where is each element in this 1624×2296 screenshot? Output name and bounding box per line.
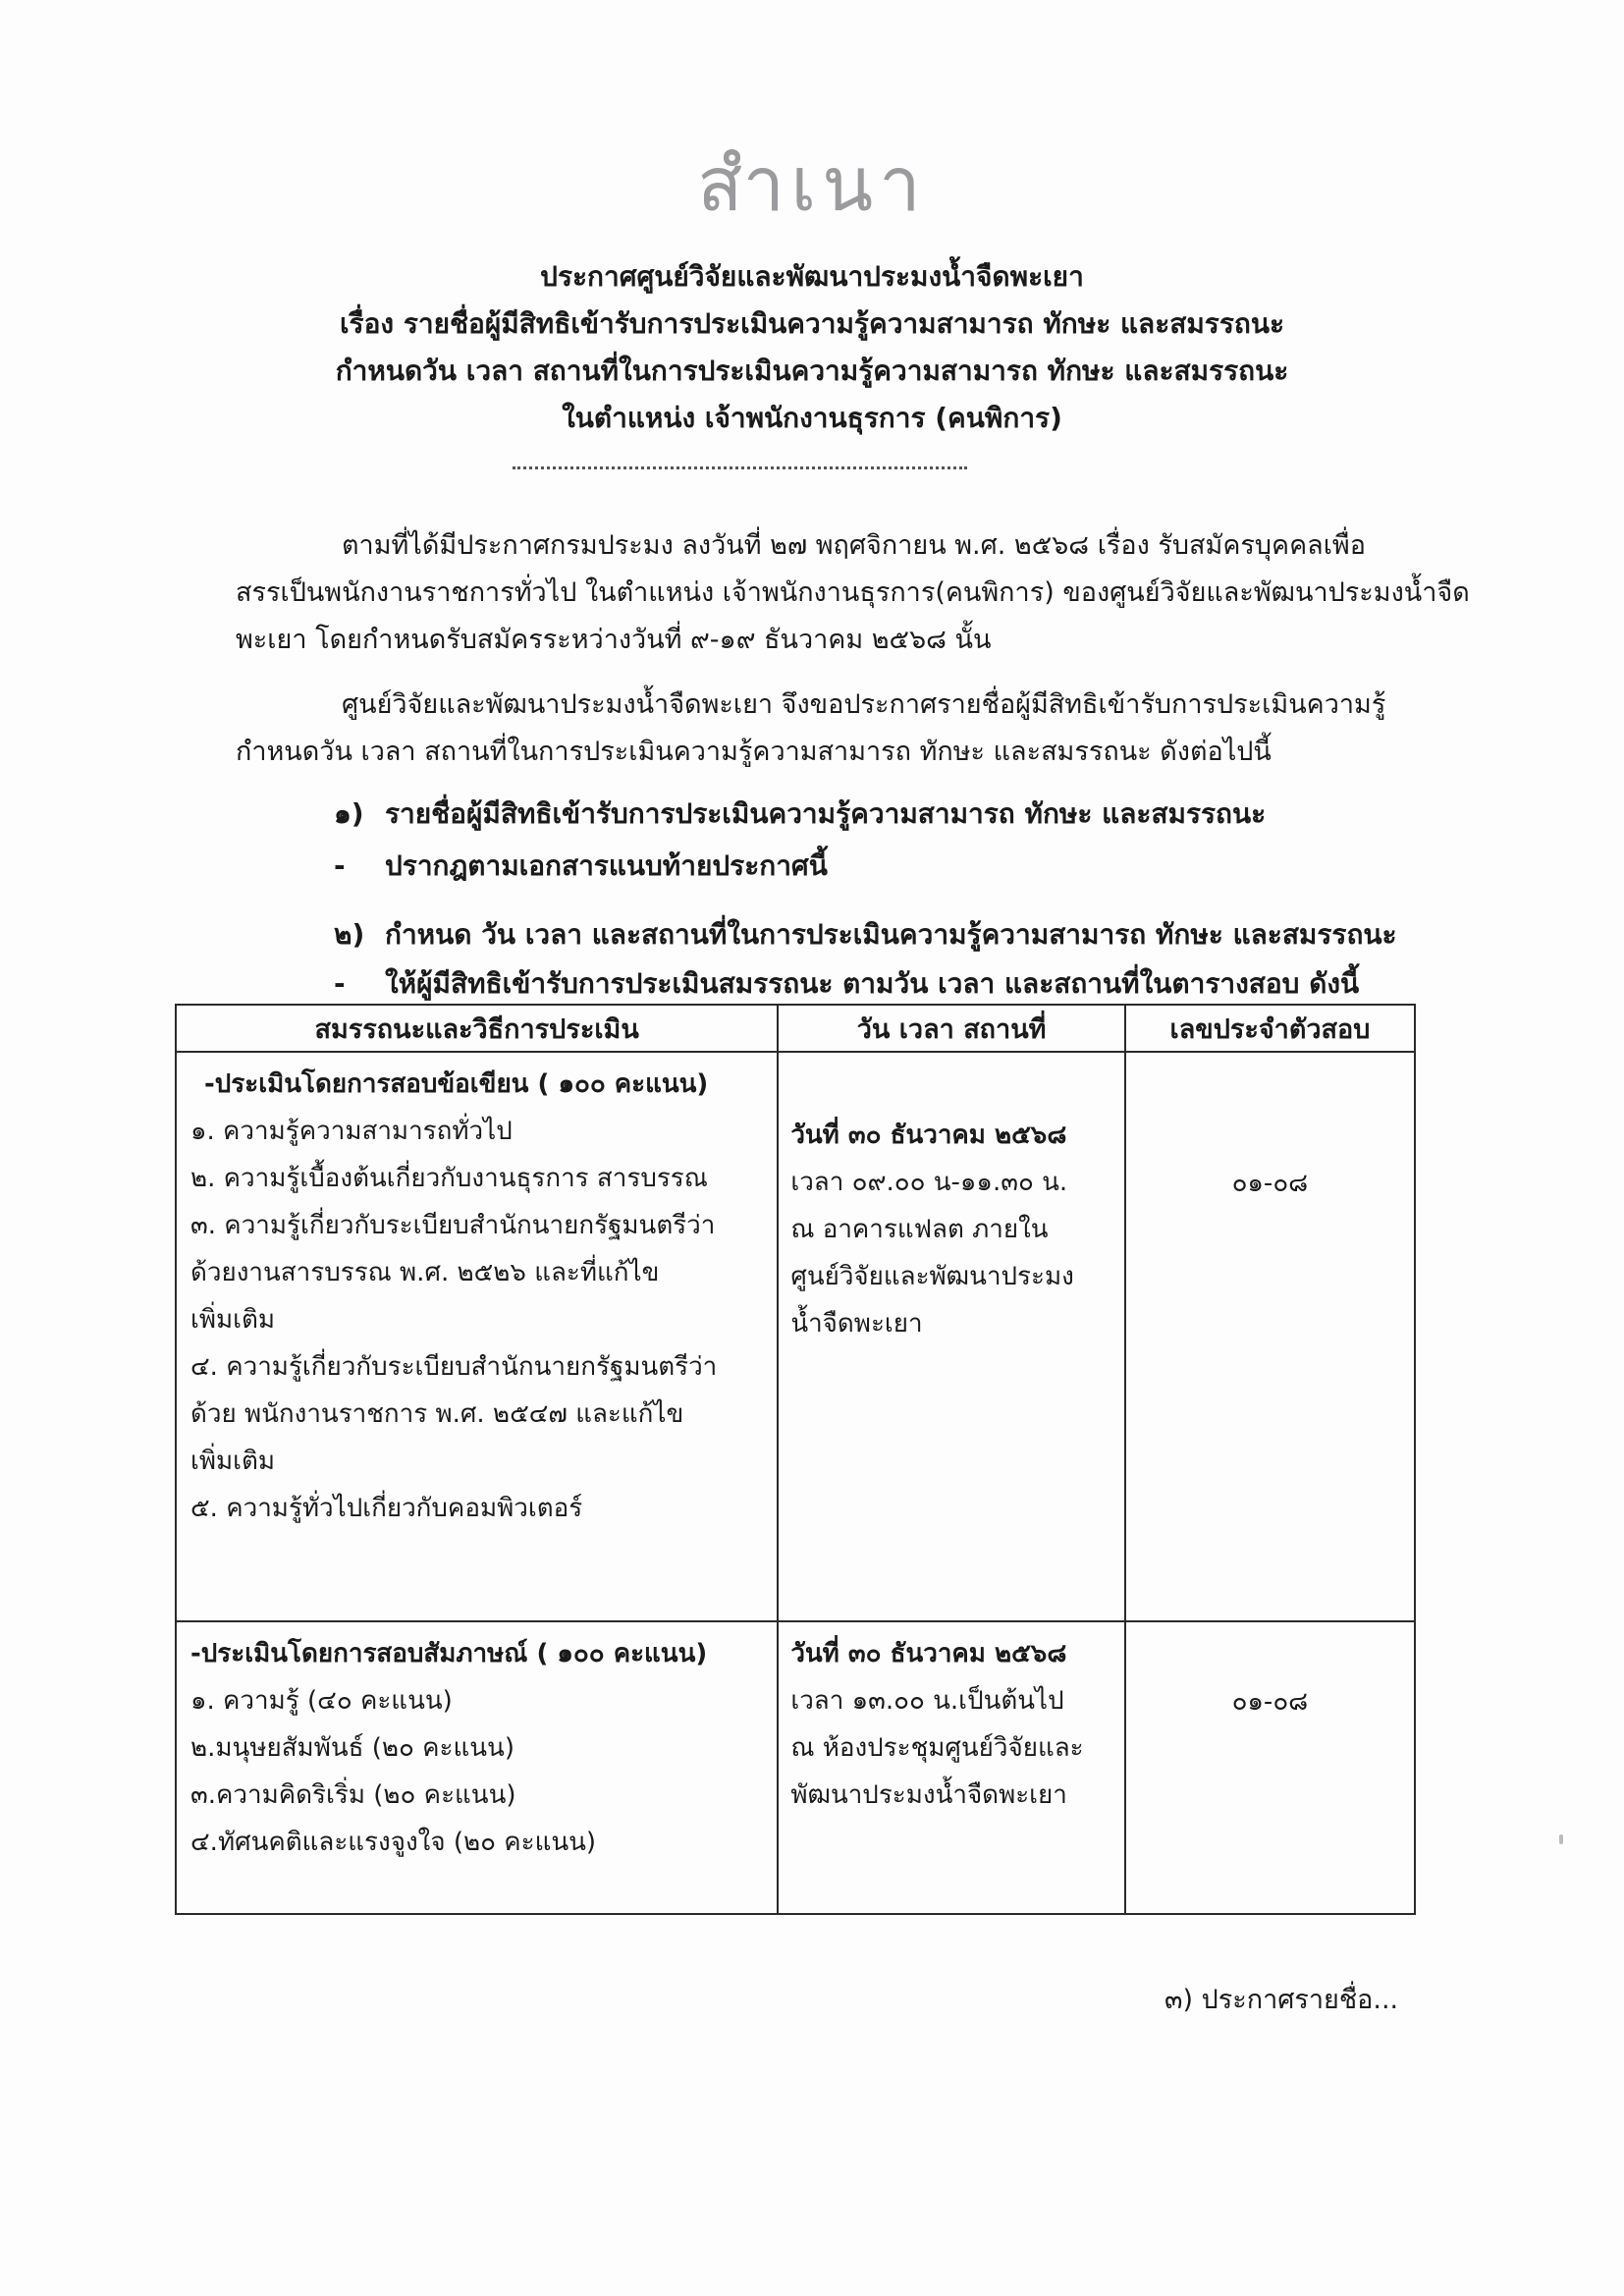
method-line: ๒.มนุษยสัมพันธ์ (๒๐ คะแนน)	[190, 1733, 514, 1763]
item-number: ๒)	[334, 918, 365, 951]
paragraph-line: พะเยา โดยกำหนดรับสมัครระหว่างวันที่ ๙-๑๙ ธันวาคม ๒๕๖๘ นั้น	[236, 625, 992, 655]
method-title: -ประเมินโดยการสอบสัมภาษณ์ ( ๑๐๐ คะแนน)	[190, 1639, 708, 1668]
method-title: -ประเมินโดยการสอบข้อเขียน ( ๑๐๐ คะแนน)	[204, 1069, 709, 1099]
scan-speck	[1559, 1834, 1563, 1844]
item-number: ๑)	[334, 797, 364, 830]
column-header-datetime-place: วัน เวลา สถานที่	[778, 1005, 1125, 1052]
item-detail: ให้ผู้มีสิทธิเข้ารับการประเมินสมรรถนะ ตามวัน เวลา และสถานที่ในตารางสอบ ดังนี้	[385, 967, 1360, 1000]
exam-date: วันที่ ๓๐ ธันวาคม ๒๕๖๘	[790, 1639, 1067, 1668]
method-cell	[176, 1052, 778, 1621]
paragraph-line: ศูนย์วิจัยและพัฒนาประมงน้ำจืดพะเยา จึงขอประกาศรายชื่อผู้มีสิทธิเข้ารับการประเมินความรู้	[342, 689, 1386, 720]
paragraph-announcement	[236, 682, 1424, 776]
announcement-subject-line-2: กำหนดวัน เวลา สถานที่ในการประเมินความรู้ความสามารถ ทักษะ และสมรรถนะ	[335, 355, 1289, 387]
exam-schedule-table	[175, 1004, 1416, 1915]
exam-id-range: ๐๑-๐๘	[1231, 1169, 1309, 1198]
bullet-dash: -	[334, 967, 346, 1000]
announcement-title: ประกาศศูนย์วิจัยและพัฒนาประมงน้ำจืดพะเยา	[540, 260, 1084, 293]
announcement-subject: เรื่อง รายชื่อผู้มีสิทธิเข้ารับการประเมินความรู้ความสามารถ ทักษะ และสมรรถนะ	[339, 307, 1284, 340]
exam-id-cell	[1125, 1052, 1415, 1621]
place-line: ศูนย์วิจัยและพัฒนาประมง	[790, 1262, 1074, 1291]
paragraph-reference	[236, 522, 1470, 664]
method-line: เพิ่มเติม	[190, 1305, 276, 1335]
method-line: ๓.ความคิดริเริ่ม (๒๐ คะแนน)	[190, 1780, 516, 1810]
bullet-dash: -	[334, 849, 346, 882]
exam-date: วันที่ ๓๐ ธันวาคม ๒๕๖๘	[790, 1121, 1067, 1150]
method-line: ๕. ความรู้ทั่วไปเกี่ยวกับคอมพิวเตอร์	[190, 1494, 583, 1523]
paragraph-line: สรรเป็นพนักงานราชการทั่วไป ในตำแหน่ง เจ้าพนักงานธุรการ(คนพิการ) ของศูนย์วิจัยและพัฒนาประมงน้ำจืด	[236, 577, 1470, 608]
place-line: ณ อาคารแฟลต ภายใน	[790, 1215, 1049, 1244]
item-1-detail	[334, 843, 828, 890]
method-line: ด้วย พนักงานราชการ พ.ศ. ๒๕๔๗ และแก้ไข	[190, 1399, 684, 1429]
table-header-row	[176, 1005, 1415, 1052]
table-row	[176, 1621, 1415, 1914]
table-row	[176, 1052, 1415, 1621]
copy-stamp: สำเนา	[697, 140, 927, 228]
announcement-header	[0, 253, 1624, 442]
method-line: ๒. ความรู้เบื้องต้นเกี่ยวกับงานธุรการ สารบรรณ	[190, 1164, 708, 1193]
page-continuation: ๓) ประกาศรายชื่อ...	[1164, 1985, 1399, 2015]
method-line: ๔. ความรู้เกี่ยวกับระเบียบสำนักนายกรัฐมนตรีว่า	[190, 1352, 718, 1382]
item-1-title	[334, 791, 1266, 838]
method-line: ๑. ความรู้ (๔๐ คะแนน)	[190, 1686, 453, 1716]
method-line: ๔.ทัศนคติและแรงจูงใจ (๒๐ คะแนน)	[190, 1828, 597, 1857]
exam-id-range: ๐๑-๐๘	[1231, 1687, 1309, 1717]
place-line: น้ำจืดพะเยา	[790, 1309, 923, 1339]
place-line: เวลา ๐๙.๐๐ น-๑๑.๓๐ น.	[790, 1168, 1068, 1197]
item-2-detail	[334, 960, 1359, 1008]
item-2-title	[334, 911, 1397, 958]
exam-id-cell	[1125, 1621, 1415, 1914]
header-divider	[513, 466, 967, 469]
method-line: เพิ่มเติม	[190, 1447, 276, 1476]
place-line: พัฒนาประมงน้ำจืดพะเยา	[790, 1780, 1067, 1810]
place-line: ณ ห้องประชุมศูนย์วิจัยและ	[790, 1733, 1084, 1763]
announcement-position: ในตำแหน่ง เจ้าพนักงานธุรการ (คนพิการ)	[562, 402, 1062, 434]
method-line: ๓. ความรู้เกี่ยวกับระเบียบสำนักนายกรัฐมนตรีว่า	[190, 1211, 716, 1240]
paragraph-line: ตามที่ได้มีประกาศกรมประมง ลงวันที่ ๒๗ พฤศจิกายน พ.ศ. ๒๕๖๘ เรื่อง รับสมัครบุคคลเพื่อ	[342, 530, 1366, 561]
place-line: เวลา ๑๓.๐๐ น.เป็นต้นไป	[790, 1686, 1064, 1716]
method-line: ๑. ความรู้ความสามารถทั่วไป	[190, 1117, 513, 1146]
method-line: ด้วยงานสารบรรณ พ.ศ. ๒๕๒๖ และที่แก้ไข	[190, 1258, 660, 1287]
item-title: รายชื่อผู้มีสิทธิเข้ารับการประเมินความรู้ความสามารถ ทักษะ และสมรรถนะ	[385, 797, 1267, 830]
datetime-place-cell	[778, 1052, 1125, 1621]
item-detail: ปรากฎตามเอกสารแนบท้ายประกาศนี้	[385, 849, 828, 882]
method-cell	[176, 1621, 778, 1914]
paragraph-line: กำหนดวัน เวลา สถานที่ในการประเมินความรู้ความสามารถ ทักษะ และสมรรถนะ ดังต่อไปนี้	[236, 737, 1272, 767]
column-header-method: สมรรถนะและวิธีการประเมิน	[176, 1005, 778, 1052]
item-title: กำหนด วัน เวลา และสถานที่ในการประเมินความรู้ความสามารถ ทักษะ และสมรรถนะ	[385, 918, 1397, 951]
datetime-place-cell	[778, 1621, 1125, 1914]
column-header-exam-id: เลขประจำตัวสอบ	[1125, 1005, 1415, 1052]
